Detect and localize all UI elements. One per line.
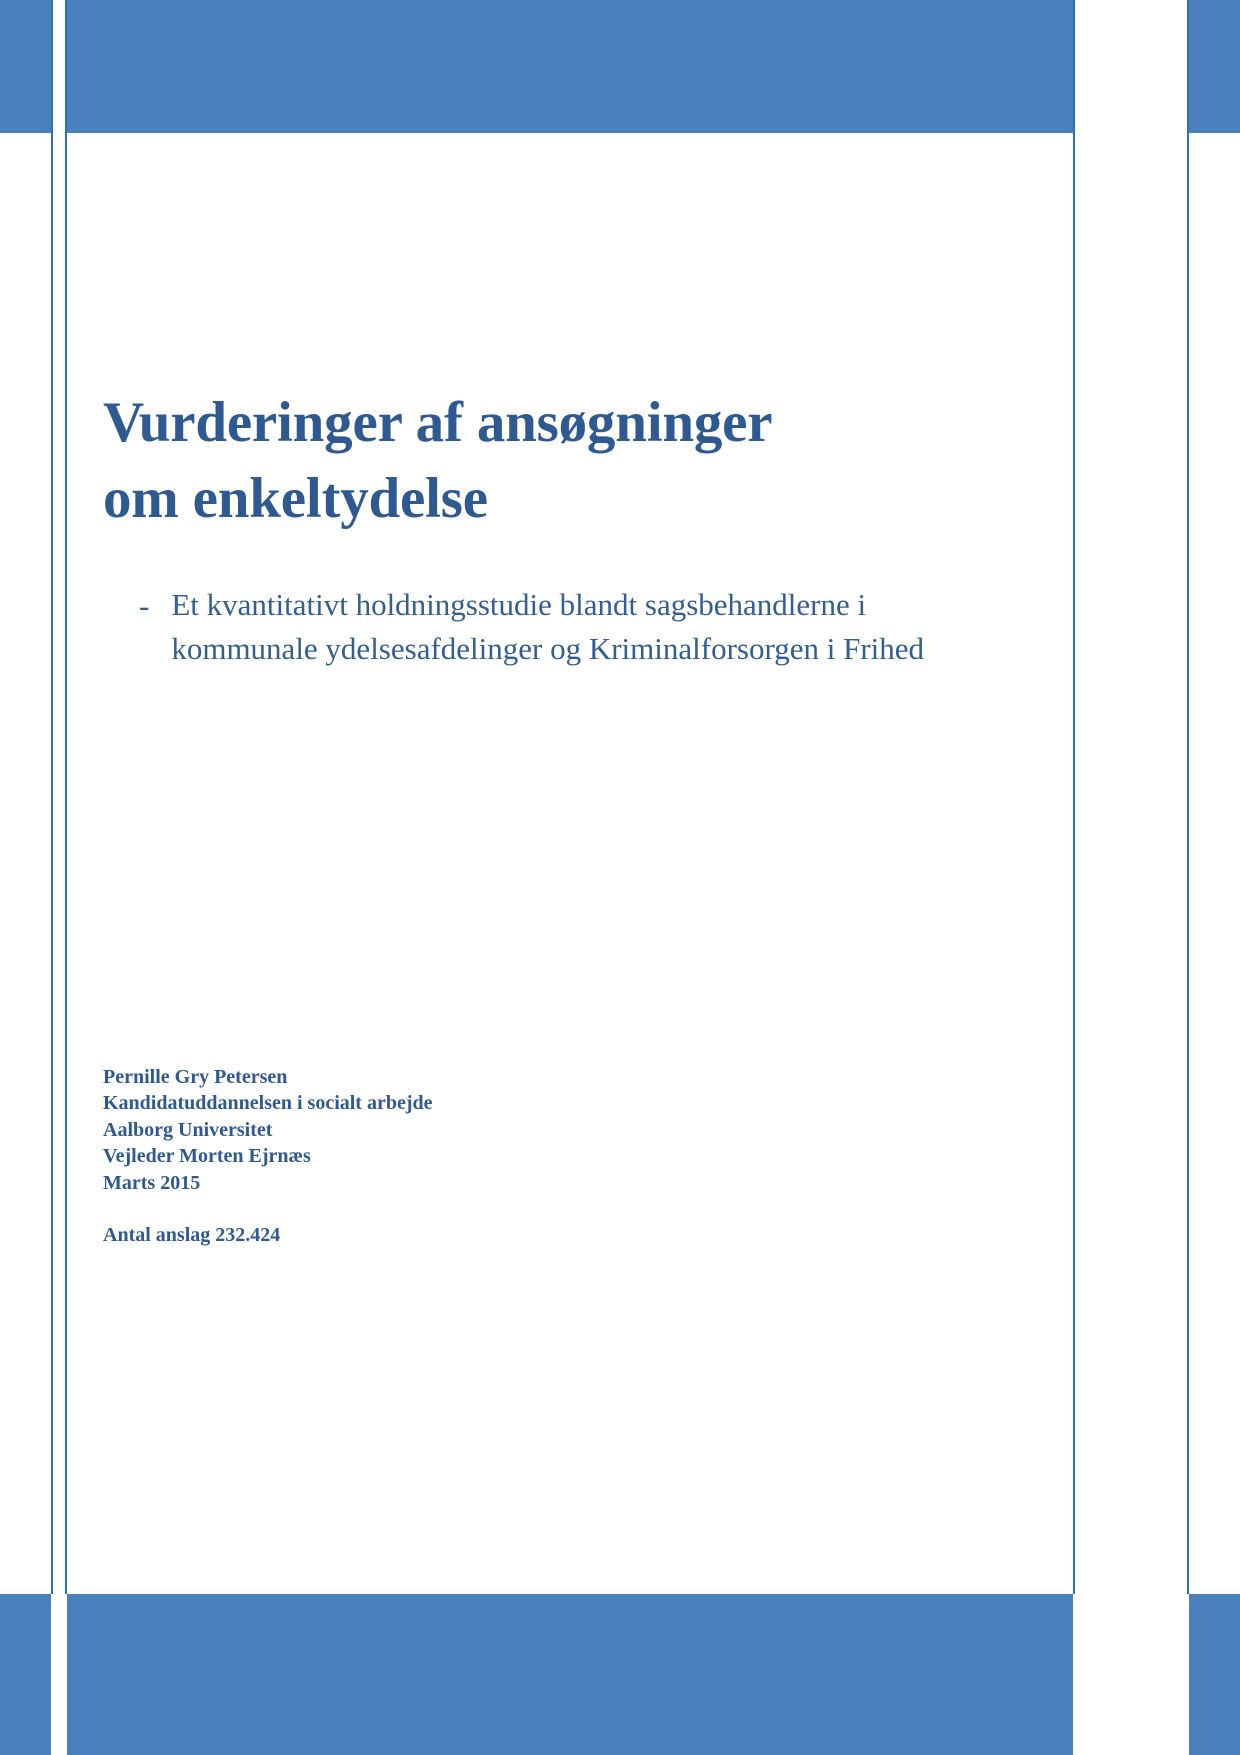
author-institution: Aalborg Universitet (103, 1118, 273, 1141)
document-title-line-1: Vurderinger af ansøgninger (103, 391, 773, 454)
subtitle-dash-bullet: - (139, 588, 150, 623)
document-title-line-2: om enkeltydelse (103, 466, 488, 530)
author-date: Marts 2015 (103, 1171, 201, 1194)
character-count: Antal anslag 232.424 (103, 1223, 281, 1246)
subtitle-text: Et kvantitativt holdningsstudie blandt sagsbehandlerne i kommunale ydelsesafdelinger og Kriminalforsorgen i Frihed (171, 587, 925, 667)
author-name: Pernille Gry Petersen (103, 1066, 288, 1088)
author-program: Kandidatuddannelsen i socialt arbejde (103, 1092, 433, 1115)
author-supervisor: Vejleder Morten Ejrnæs (103, 1145, 311, 1168)
document-subtitle (139, 583, 1019, 671)
page-title (103, 385, 933, 537)
author-metadata-block (103, 1064, 803, 1248)
author-block-spacer (103, 1196, 803, 1222)
